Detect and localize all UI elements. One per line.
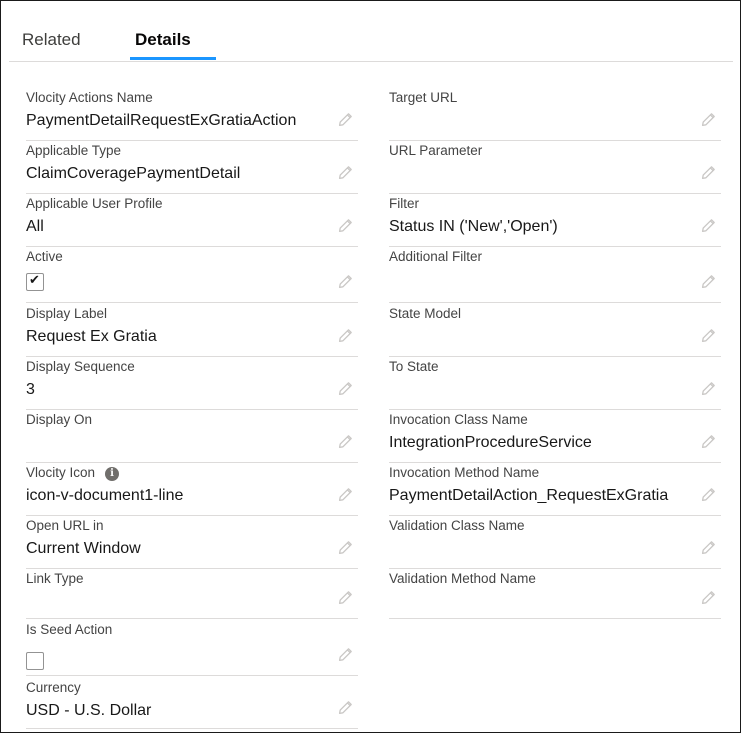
field-url-parameter xyxy=(389,141,721,194)
field-label: Filter xyxy=(389,196,419,211)
pencil-icon[interactable] xyxy=(700,328,716,344)
checkmark-icon: ✔ xyxy=(29,272,40,287)
pencil-icon[interactable] xyxy=(337,540,353,556)
pencil-icon[interactable] xyxy=(337,274,353,290)
field-label: Vlocity Actions Name xyxy=(26,90,153,105)
field-applicable-type xyxy=(26,141,358,194)
field-label: To State xyxy=(389,359,439,374)
field-is-seed-action xyxy=(26,620,358,676)
field-value: PaymentDetailRequestExGratiaAction xyxy=(26,112,297,129)
field-value: Status IN ('New','Open') xyxy=(389,218,558,235)
tab-bar xyxy=(9,1,733,62)
pencil-icon[interactable] xyxy=(337,487,353,503)
field-validation-class-name xyxy=(389,516,721,569)
pencil-icon[interactable] xyxy=(700,274,716,290)
pencil-icon[interactable] xyxy=(700,381,716,397)
pencil-icon[interactable] xyxy=(337,590,353,606)
pencil-icon[interactable] xyxy=(337,328,353,344)
field-additional-filter xyxy=(389,247,721,303)
field-label: Open URL in xyxy=(26,518,104,533)
field-label: Applicable Type xyxy=(26,143,122,158)
field-vlocity-actions-name xyxy=(26,88,358,141)
pencil-icon[interactable] xyxy=(700,590,716,606)
field-label: State Model xyxy=(389,306,462,321)
field-link-type xyxy=(26,569,358,619)
field-invocation-method-name xyxy=(389,463,721,516)
field-label: Currency xyxy=(26,680,81,695)
field-value: 3 xyxy=(26,381,35,398)
field-invocation-class-name xyxy=(389,410,721,463)
active-checkbox[interactable] xyxy=(26,273,44,291)
field-label: Additional Filter xyxy=(389,249,483,264)
field-label xyxy=(26,465,119,481)
field-label: Validation Class Name xyxy=(389,518,525,533)
field-label: Display On xyxy=(26,412,93,427)
pencil-icon[interactable] xyxy=(337,700,353,716)
pencil-icon[interactable] xyxy=(337,112,353,128)
field-label: Validation Method Name xyxy=(389,571,536,586)
field-target-url xyxy=(389,88,721,141)
field-value: USD - U.S. Dollar xyxy=(26,702,152,719)
field-label: Applicable User Profile xyxy=(26,196,163,211)
field-label: URL Parameter xyxy=(389,143,483,158)
pencil-icon[interactable] xyxy=(337,218,353,234)
info-icon[interactable]: i xyxy=(105,467,119,481)
field-display-label xyxy=(26,304,358,357)
field-validation-method-name xyxy=(389,569,721,619)
field-value: ClaimCoveragePaymentDetail xyxy=(26,165,241,182)
field-label: Target URL xyxy=(389,90,458,105)
field-label: Display Sequence xyxy=(26,359,135,374)
pencil-icon[interactable] xyxy=(337,381,353,397)
field-value: All xyxy=(26,218,44,235)
field-label: Invocation Class Name xyxy=(389,412,528,427)
is-seed-action-checkbox[interactable] xyxy=(26,652,44,670)
pencil-icon[interactable] xyxy=(337,165,353,181)
pencil-icon[interactable] xyxy=(700,218,716,234)
pencil-icon[interactable] xyxy=(700,165,716,181)
field-to-state xyxy=(389,357,721,410)
field-open-url-in xyxy=(26,516,358,569)
field-state-model xyxy=(389,304,721,357)
field-label: Invocation Method Name xyxy=(389,465,540,480)
pencil-icon[interactable] xyxy=(337,647,353,663)
field-value: icon-v-document1-line xyxy=(26,487,184,504)
tab-related[interactable]: Related xyxy=(22,30,81,49)
field-value: PaymentDetailAction_RequestExGratia xyxy=(389,487,669,504)
field-filter xyxy=(389,194,721,247)
pencil-icon[interactable] xyxy=(700,540,716,556)
field-display-sequence xyxy=(26,357,358,410)
field-value: IntegrationProcedureService xyxy=(389,434,592,451)
field-vlocity-icon xyxy=(26,463,358,516)
field-label: Link Type xyxy=(26,571,84,586)
field-label: Display Label xyxy=(26,306,108,321)
field-value: Request Ex Gratia xyxy=(26,328,157,345)
pencil-icon[interactable] xyxy=(700,112,716,128)
active-tab-indicator xyxy=(130,57,216,60)
field-label-text: Vlocity Icon xyxy=(26,465,96,480)
field-display-on xyxy=(26,410,358,463)
field-value: Current Window xyxy=(26,540,141,557)
field-label: Active xyxy=(26,249,63,264)
field-active xyxy=(26,247,358,303)
pencil-icon[interactable] xyxy=(700,434,716,450)
pencil-icon[interactable] xyxy=(337,434,353,450)
field-applicable-user-profile xyxy=(26,194,358,247)
pencil-icon[interactable] xyxy=(700,487,716,503)
field-currency xyxy=(26,678,358,729)
field-label: Is Seed Action xyxy=(26,622,113,637)
tab-details[interactable]: Details xyxy=(135,30,191,49)
